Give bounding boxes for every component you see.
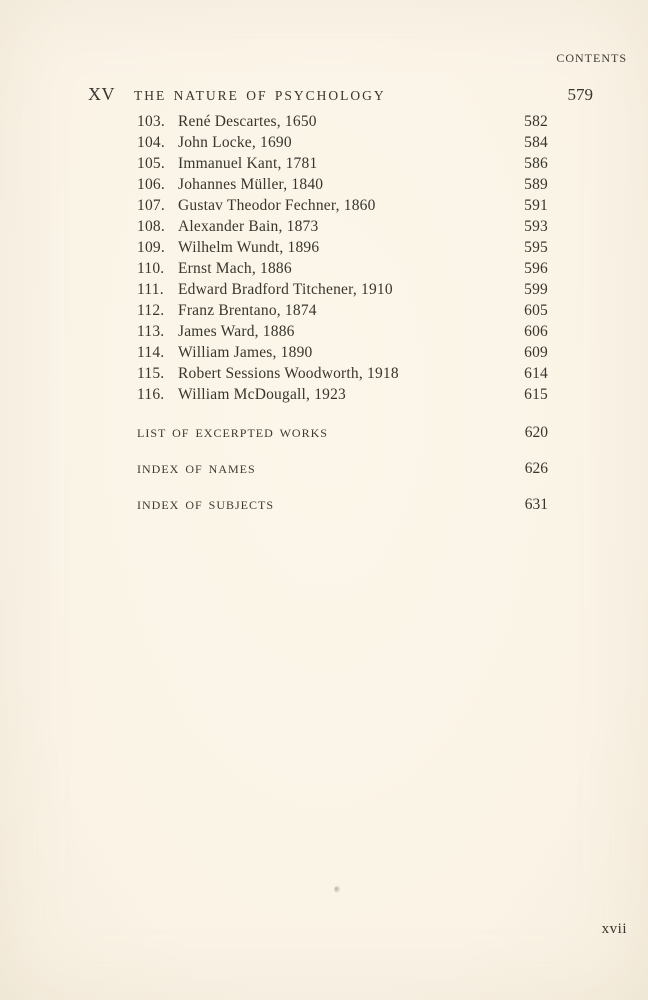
entry-page-number: 615 xyxy=(524,386,548,403)
entry-page-number: 609 xyxy=(524,344,548,361)
toc-entry xyxy=(137,134,548,155)
entry-number: 110. xyxy=(137,260,165,277)
scan-speck-artifact xyxy=(334,886,340,893)
entry-title: Franz Brentano, 1874 xyxy=(178,302,317,319)
toc-entry xyxy=(137,239,548,260)
entry-page-number: 591 xyxy=(524,197,548,214)
entry-title: Wilhelm Wundt, 1896 xyxy=(178,239,320,256)
entry-page-number: 582 xyxy=(524,113,548,130)
toc-entry xyxy=(137,344,548,365)
chapter-title: THE NATURE OF PSYCHOLOGY xyxy=(134,88,386,103)
entry-page-number: 605 xyxy=(524,302,548,319)
entry-page-number: 589 xyxy=(524,176,548,193)
entry-number: 109. xyxy=(137,239,165,256)
back-matter-label: LIST OF EXCERPTED WORKS xyxy=(137,426,328,440)
back-matter-page-number: 626 xyxy=(524,460,548,477)
toc-entry xyxy=(137,365,548,386)
toc-entry xyxy=(137,260,548,281)
entry-number: 104. xyxy=(137,134,165,151)
entry-number: 113. xyxy=(137,323,165,340)
entry-title: Johannes Müller, 1840 xyxy=(178,176,324,193)
back-matter-entry xyxy=(137,424,548,444)
entry-number: 105. xyxy=(137,155,165,172)
entry-number: 116. xyxy=(137,386,165,403)
entry-title: William James, 1890 xyxy=(178,344,313,361)
toc-entry xyxy=(137,302,548,323)
chapter-numeral: XV xyxy=(88,84,115,104)
entry-number: 106. xyxy=(137,176,165,193)
toc-entry xyxy=(137,323,548,344)
entry-title: Ernst Mach, 1886 xyxy=(178,260,292,277)
toc-entry xyxy=(137,113,548,134)
entry-page-number: 593 xyxy=(524,218,548,235)
back-matter-label: INDEX OF NAMES xyxy=(137,462,256,476)
toc-entry xyxy=(137,281,548,302)
entry-title: Robert Sessions Woodworth, 1918 xyxy=(178,365,399,382)
entry-title: James Ward, 1886 xyxy=(178,323,295,340)
chapter-page-number: 579 xyxy=(567,85,593,104)
toc-entry-list xyxy=(137,113,548,407)
entry-page-number: 614 xyxy=(524,365,548,382)
entry-page-number: 606 xyxy=(524,323,548,340)
entry-title: René Descartes, 1650 xyxy=(178,113,317,130)
toc-entry xyxy=(137,197,548,218)
entry-title: William McDougall, 1923 xyxy=(178,386,346,403)
entry-title: John Locke, 1690 xyxy=(178,134,292,151)
entry-title: Edward Bradford Titchener, 1910 xyxy=(178,281,393,298)
entry-number: 111. xyxy=(137,281,164,298)
entry-number: 114. xyxy=(137,344,165,361)
toc-entry xyxy=(137,386,548,407)
entry-number: 108. xyxy=(137,218,165,235)
back-matter-entry xyxy=(137,460,548,480)
entry-number: 103. xyxy=(137,113,165,130)
running-head: CONTENTS xyxy=(556,51,627,65)
toc-entry xyxy=(137,176,548,197)
entry-title: Alexander Bain, 1873 xyxy=(178,218,319,235)
back-matter-label: INDEX OF SUBJECTS xyxy=(137,498,275,512)
entry-title: Immanuel Kant, 1781 xyxy=(178,155,318,172)
back-matter-page-number: 620 xyxy=(524,424,548,441)
folio-page-number: xvii xyxy=(601,921,627,937)
entry-title: Gustav Theodor Fechner, 1860 xyxy=(178,197,376,214)
toc-entry xyxy=(137,218,548,239)
entry-number: 115. xyxy=(137,365,165,382)
back-matter-page-number: 631 xyxy=(524,496,548,513)
toc-entry xyxy=(137,155,548,176)
entry-page-number: 596 xyxy=(524,260,548,277)
entry-page-number: 584 xyxy=(524,134,548,151)
entry-number: 107. xyxy=(137,197,165,214)
entry-page-number: 595 xyxy=(524,239,548,256)
back-matter-entry xyxy=(137,496,548,516)
chapter-heading xyxy=(88,84,593,105)
entry-page-number: 599 xyxy=(524,281,548,298)
entry-number: 112. xyxy=(137,302,165,319)
entry-page-number: 586 xyxy=(524,155,548,172)
